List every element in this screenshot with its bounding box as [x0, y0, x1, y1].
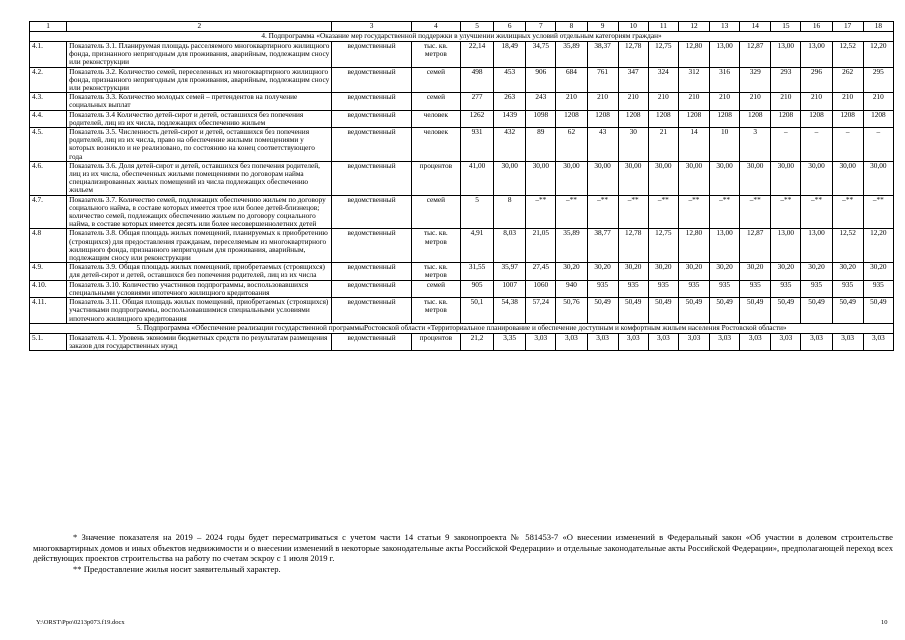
value-cell: 316: [710, 67, 740, 93]
table-row: [30, 229, 894, 263]
value-cell: 30,00: [618, 161, 648, 195]
value-cell: 12,78: [618, 42, 648, 68]
section-row: [30, 32, 894, 42]
value-cell: 43: [587, 128, 618, 162]
value-cell: 30,00: [494, 161, 526, 195]
value-cell: 3,03: [678, 333, 709, 350]
value-cell: 3,03: [710, 333, 740, 350]
column-number: 10: [618, 22, 648, 32]
value-cell: 210: [771, 93, 801, 110]
value-cell: –**: [587, 195, 618, 229]
value-cell: 1208: [832, 110, 863, 127]
table-row: [30, 333, 894, 350]
value-cell: 935: [710, 280, 740, 297]
indicator-name: Показатель 3.3. Количество молодых семей – претендентов на получение социальных выплат: [67, 93, 332, 110]
value-cell: 10: [710, 128, 740, 162]
value-cell: –: [832, 128, 863, 162]
value-cell: 30,20: [863, 263, 893, 280]
section-title: 4. Подпрограмма «Оказание мер государственной поддержки в улучшении жилищных условий отдельным категориям граждан»: [30, 32, 894, 42]
indicator-type: ведомственный: [332, 333, 411, 350]
value-cell: 38,37: [587, 42, 618, 68]
value-cell: 1208: [710, 110, 740, 127]
value-cell: –**: [618, 195, 648, 229]
value-cell: 1060: [526, 280, 556, 297]
value-cell: 54,38: [494, 298, 526, 324]
value-cell: 1208: [863, 110, 893, 127]
value-cell: 34,75: [526, 42, 556, 68]
value-cell: 30,00: [556, 161, 587, 195]
value-cell: 432: [494, 128, 526, 162]
row-number: 4.2.: [30, 67, 67, 93]
section-title: 5. Подпрограмма «Обеспечение реализации государственной программыРостовской области «Территориальное планирование и обеспечение доступным и комфортным жильем населения Ростовской области»: [30, 323, 894, 333]
value-cell: 1208: [771, 110, 801, 127]
value-cell: 12,78: [618, 229, 648, 263]
value-cell: 931: [460, 128, 493, 162]
value-cell: 761: [587, 67, 618, 93]
indicators-table: [29, 21, 894, 351]
value-cell: 905: [460, 280, 493, 297]
value-cell: 30,20: [587, 263, 618, 280]
indicator-name: Показатель 3.7. Количество семей, подлежащих обеспечению жильем по договору социального найма, в составе которых имеется трое или более детей-близнецов; количество семей, подлежащих обеспечению жильем по договору социального найма, в составе которых имеется десять или более несовершеннолетних детей: [67, 195, 332, 229]
row-number: 4.5.: [30, 128, 67, 162]
value-cell: –**: [801, 195, 832, 229]
value-cell: 21,2: [460, 333, 493, 350]
indicator-type: ведомственный: [332, 42, 411, 68]
value-cell: 30,00: [832, 161, 863, 195]
page-number: 10: [881, 619, 888, 626]
value-cell: –**: [740, 195, 771, 229]
indicator-type: ведомственный: [332, 280, 411, 297]
indicator-type: ведомственный: [332, 110, 411, 127]
value-cell: 13,00: [771, 42, 801, 68]
indicator-type: ведомственный: [332, 298, 411, 324]
value-cell: 210: [678, 93, 709, 110]
value-cell: 935: [618, 280, 648, 297]
column-number: 3: [332, 22, 411, 32]
table-row: [30, 298, 894, 324]
value-cell: 13,00: [771, 229, 801, 263]
indicator-type: ведомственный: [332, 161, 411, 195]
value-cell: 1208: [678, 110, 709, 127]
value-cell: 935: [771, 280, 801, 297]
value-cell: 12,20: [863, 42, 893, 68]
value-cell: 3,03: [740, 333, 771, 350]
value-cell: 3,03: [801, 333, 832, 350]
value-cell: 1439: [494, 110, 526, 127]
value-cell: 13,00: [801, 42, 832, 68]
indicator-type: ведомственный: [332, 229, 411, 263]
value-cell: 1098: [526, 110, 556, 127]
value-cell: 30,00: [863, 161, 893, 195]
indicator-unit: семей: [411, 93, 460, 110]
footnote-1: * Значение показателя на 2019 – 2024 годы будет пересматриваться с учетом части 14 статьи 9 законопроекта № 581453-7 «О внесении изменений в Федеральный закон «Об участии в долевом строительстве многоквартирных домов и иных объектов недвижимости и о внесении изменений в некоторые законодательные акты Российской Федерации» и отдельные законодательные акты Российской Федерации», предполагающей переход всех действующих проектов строительства на работу по счетам эскроу с 1 июля 2019 г.: [33, 532, 893, 564]
value-cell: 210: [801, 93, 832, 110]
value-cell: 50,49: [710, 298, 740, 324]
value-cell: 89: [526, 128, 556, 162]
indicator-name: Показатель 3.9. Общая площадь жилых помещений, приобретаемых (строящихся) для детей-сирот и детей, оставшихся без попечения родителей, лиц из их числа: [67, 263, 332, 280]
indicator-unit: тыс. кв. метров: [411, 298, 460, 324]
indicator-name: Показатель 3.8. Общая площадь жилых помещений, планируемых к приобретению (строящихся) для предоставления гражданам, переселяемым из многоквартирного жилищного фонда, признанного непригодным для проживания, аварийным, подлежащим сносу или реконструкции: [67, 229, 332, 263]
value-cell: 12,75: [648, 229, 678, 263]
value-cell: 30,00: [740, 161, 771, 195]
indicator-unit: семей: [411, 195, 460, 229]
footnotes: [33, 532, 893, 574]
value-cell: 30,00: [648, 161, 678, 195]
row-number: 4.1.: [30, 42, 67, 68]
value-cell: 3,03: [556, 333, 587, 350]
value-cell: 21: [648, 128, 678, 162]
value-cell: 18,49: [494, 42, 526, 68]
value-cell: 30,20: [740, 263, 771, 280]
column-number: 18: [863, 22, 893, 32]
value-cell: 324: [648, 67, 678, 93]
value-cell: 210: [710, 93, 740, 110]
value-cell: 30,20: [801, 263, 832, 280]
value-cell: 30,00: [771, 161, 801, 195]
value-cell: 329: [740, 67, 771, 93]
indicator-type: ведомственный: [332, 93, 411, 110]
value-cell: 35,89: [556, 229, 587, 263]
value-cell: –**: [863, 195, 893, 229]
value-cell: 30,00: [526, 161, 556, 195]
value-cell: 347: [618, 67, 648, 93]
value-cell: 12,87: [740, 42, 771, 68]
value-cell: 13,00: [710, 42, 740, 68]
column-number: 17: [832, 22, 863, 32]
value-cell: 263: [494, 93, 526, 110]
value-cell: 940: [556, 280, 587, 297]
value-cell: 3,03: [618, 333, 648, 350]
value-cell: –**: [771, 195, 801, 229]
value-cell: 3,03: [771, 333, 801, 350]
value-cell: 41,00: [460, 161, 493, 195]
value-cell: 498: [460, 67, 493, 93]
value-cell: 243: [526, 93, 556, 110]
value-cell: 50,1: [460, 298, 493, 324]
value-cell: 935: [648, 280, 678, 297]
indicator-unit: процентов: [411, 333, 460, 350]
column-number: 1: [30, 22, 67, 32]
indicator-unit: тыс. кв. метров: [411, 263, 460, 280]
value-cell: 30,20: [678, 263, 709, 280]
value-cell: 35,97: [494, 263, 526, 280]
table-row: [30, 67, 894, 93]
value-cell: 30: [618, 128, 648, 162]
table-row: [30, 42, 894, 68]
table-row: [30, 110, 894, 127]
value-cell: 8: [494, 195, 526, 229]
column-number: 4: [411, 22, 460, 32]
table-row: [30, 263, 894, 280]
value-cell: 935: [587, 280, 618, 297]
value-cell: 1208: [556, 110, 587, 127]
value-cell: 3,03: [832, 333, 863, 350]
value-cell: 30,20: [618, 263, 648, 280]
value-cell: 935: [832, 280, 863, 297]
value-cell: 3,03: [648, 333, 678, 350]
file-path: Y:\ORST\Ppo\0213p073.f19.docx: [36, 619, 125, 626]
value-cell: –**: [526, 195, 556, 229]
indicator-name: Показатель 3.10. Количество участников подпрограммы, воспользовавшихся специальными условиями ипотечного жилищного кредитования: [67, 280, 332, 297]
value-cell: 210: [587, 93, 618, 110]
row-number: 4.9.: [30, 263, 67, 280]
value-cell: 57,24: [526, 298, 556, 324]
value-cell: 906: [526, 67, 556, 93]
value-cell: 27,45: [526, 263, 556, 280]
table-row: [30, 161, 894, 195]
value-cell: 50,49: [587, 298, 618, 324]
value-cell: 30,20: [648, 263, 678, 280]
value-cell: 30,00: [710, 161, 740, 195]
value-cell: 293: [771, 67, 801, 93]
column-number: 7: [526, 22, 556, 32]
column-number: 13: [710, 22, 740, 32]
indicator-unit: семей: [411, 280, 460, 297]
value-cell: 14: [678, 128, 709, 162]
indicator-name: Показатель 3.1. Планируемая площадь расселяемого многоквартирного жилищного фонда, признанного непригодным для проживания, аварийным, подлежащим сносу или реконструкции: [67, 42, 332, 68]
value-cell: 210: [740, 93, 771, 110]
value-cell: 3,03: [863, 333, 893, 350]
indicator-type: ведомственный: [332, 195, 411, 229]
value-cell: 50,49: [740, 298, 771, 324]
row-number: 4.3.: [30, 93, 67, 110]
value-cell: –**: [832, 195, 863, 229]
row-number: 4.10.: [30, 280, 67, 297]
value-cell: 935: [678, 280, 709, 297]
row-number: 5.1.: [30, 333, 67, 350]
value-cell: 312: [678, 67, 709, 93]
table-row: [30, 128, 894, 162]
row-number: 4.11.: [30, 298, 67, 324]
value-cell: 31,55: [460, 263, 493, 280]
value-cell: 30,00: [678, 161, 709, 195]
column-number: 16: [801, 22, 832, 32]
indicator-name: Показатель 3.11. Общая площадь жилых помещений, приобретаемых (строящихся) участниками подпрограммы, воспользовавшимися специальными условиями ипотечного жилищного кредитования: [67, 298, 332, 324]
value-cell: 30,00: [587, 161, 618, 195]
value-cell: 210: [648, 93, 678, 110]
value-cell: 22,14: [460, 42, 493, 68]
value-cell: 3: [740, 128, 771, 162]
indicator-name: Показатель 3.5. Численность детей-сирот и детей, оставшихся без попечения родителей, лиц из их числа, право на обеспечение жилыми помещениями у которых возникло и не реализовано, по состоянию на конец соответствующего года: [67, 128, 332, 162]
column-number: 11: [648, 22, 678, 32]
value-cell: 50,49: [618, 298, 648, 324]
value-cell: 935: [863, 280, 893, 297]
table-row: [30, 93, 894, 110]
indicator-unit: тыс. кв. метров: [411, 42, 460, 68]
value-cell: –**: [556, 195, 587, 229]
value-cell: 12,75: [648, 42, 678, 68]
value-cell: 30,20: [556, 263, 587, 280]
value-cell: 210: [618, 93, 648, 110]
column-number: 14: [740, 22, 771, 32]
value-cell: 50,49: [771, 298, 801, 324]
indicator-type: ведомственный: [332, 128, 411, 162]
indicator-unit: человек: [411, 128, 460, 162]
value-cell: 30,20: [771, 263, 801, 280]
table-row: [30, 280, 894, 297]
value-cell: 50,76: [556, 298, 587, 324]
value-cell: –: [771, 128, 801, 162]
value-cell: 1208: [618, 110, 648, 127]
value-cell: 210: [832, 93, 863, 110]
value-cell: 1262: [460, 110, 493, 127]
indicator-name: Показатель 3.4 Количество детей-сирот и детей, оставшихся без попечения родителей, лиц из их числа, подлежащих обеспечению жильем: [67, 110, 332, 127]
column-number: 6: [494, 22, 526, 32]
value-cell: 50,49: [801, 298, 832, 324]
value-cell: 1208: [587, 110, 618, 127]
column-number: 15: [771, 22, 801, 32]
column-number: 8: [556, 22, 587, 32]
value-cell: 50,49: [863, 298, 893, 324]
value-cell: 935: [801, 280, 832, 297]
indicator-unit: процентов: [411, 161, 460, 195]
row-number: 4.7.: [30, 195, 67, 229]
row-number: 4.6.: [30, 161, 67, 195]
value-cell: –: [863, 128, 893, 162]
value-cell: 684: [556, 67, 587, 93]
column-number: 5: [460, 22, 493, 32]
header-row: [30, 22, 894, 32]
value-cell: 50,49: [678, 298, 709, 324]
value-cell: 30,20: [710, 263, 740, 280]
value-cell: 12,52: [832, 229, 863, 263]
row-number: 4.4.: [30, 110, 67, 127]
value-cell: 30,20: [832, 263, 863, 280]
value-cell: 296: [801, 67, 832, 93]
value-cell: 3,35: [494, 333, 526, 350]
value-cell: 210: [863, 93, 893, 110]
value-cell: –**: [648, 195, 678, 229]
value-cell: 12,87: [740, 229, 771, 263]
indicator-name: Показатель 3.2. Количество семей, переселенных из многоквартирного жилищного фонда, признанного непригодным для проживания, аварийным, подлежащим сносу или реконструкции: [67, 67, 332, 93]
value-cell: 8,03: [494, 229, 526, 263]
column-number: 2: [67, 22, 332, 32]
value-cell: 210: [556, 93, 587, 110]
value-cell: 453: [494, 67, 526, 93]
value-cell: 12,20: [863, 229, 893, 263]
value-cell: 3,03: [526, 333, 556, 350]
indicator-name: Показатель 4.1. Уровень экономии бюджетных средств по результатам размещения заказов для государственных нужд: [67, 333, 332, 350]
value-cell: 295: [863, 67, 893, 93]
table-row: [30, 195, 894, 229]
column-number: 12: [678, 22, 709, 32]
indicator-name: Показатель 3.6. Доля детей-сирот и детей, оставшихся без попечения родителей, лиц из их числа, обеспеченных жилыми помещениями по договорам найма специализированных жилых помещений из числа подлежащих обеспечению жильем: [67, 161, 332, 195]
indicator-unit: человек: [411, 110, 460, 127]
value-cell: 262: [832, 67, 863, 93]
value-cell: 13,00: [801, 229, 832, 263]
value-cell: 1208: [648, 110, 678, 127]
column-number: 9: [587, 22, 618, 32]
value-cell: 1208: [801, 110, 832, 127]
value-cell: 3,03: [587, 333, 618, 350]
footnote-2: ** Предоставление жилья носит заявительный характер.: [73, 563, 281, 574]
value-cell: 4,91: [460, 229, 493, 263]
value-cell: 1208: [740, 110, 771, 127]
value-cell: 12,52: [832, 42, 863, 68]
value-cell: 50,49: [648, 298, 678, 324]
value-cell: 38,77: [587, 229, 618, 263]
indicator-type: ведомственный: [332, 67, 411, 93]
value-cell: 12,80: [678, 42, 709, 68]
value-cell: 277: [460, 93, 493, 110]
indicator-unit: тыс. кв. метров: [411, 229, 460, 263]
indicator-type: ведомственный: [332, 263, 411, 280]
value-cell: 935: [740, 280, 771, 297]
value-cell: –**: [710, 195, 740, 229]
value-cell: 35,89: [556, 42, 587, 68]
section-row: [30, 323, 894, 333]
value-cell: 21,05: [526, 229, 556, 263]
value-cell: 62: [556, 128, 587, 162]
value-cell: 13,00: [710, 229, 740, 263]
value-cell: –**: [678, 195, 709, 229]
indicator-unit: семей: [411, 67, 460, 93]
value-cell: 5: [460, 195, 493, 229]
value-cell: 30,00: [801, 161, 832, 195]
value-cell: 1007: [494, 280, 526, 297]
value-cell: 50,49: [832, 298, 863, 324]
value-cell: –: [801, 128, 832, 162]
row-number: 4.8: [30, 229, 67, 263]
value-cell: 12,80: [678, 229, 709, 263]
